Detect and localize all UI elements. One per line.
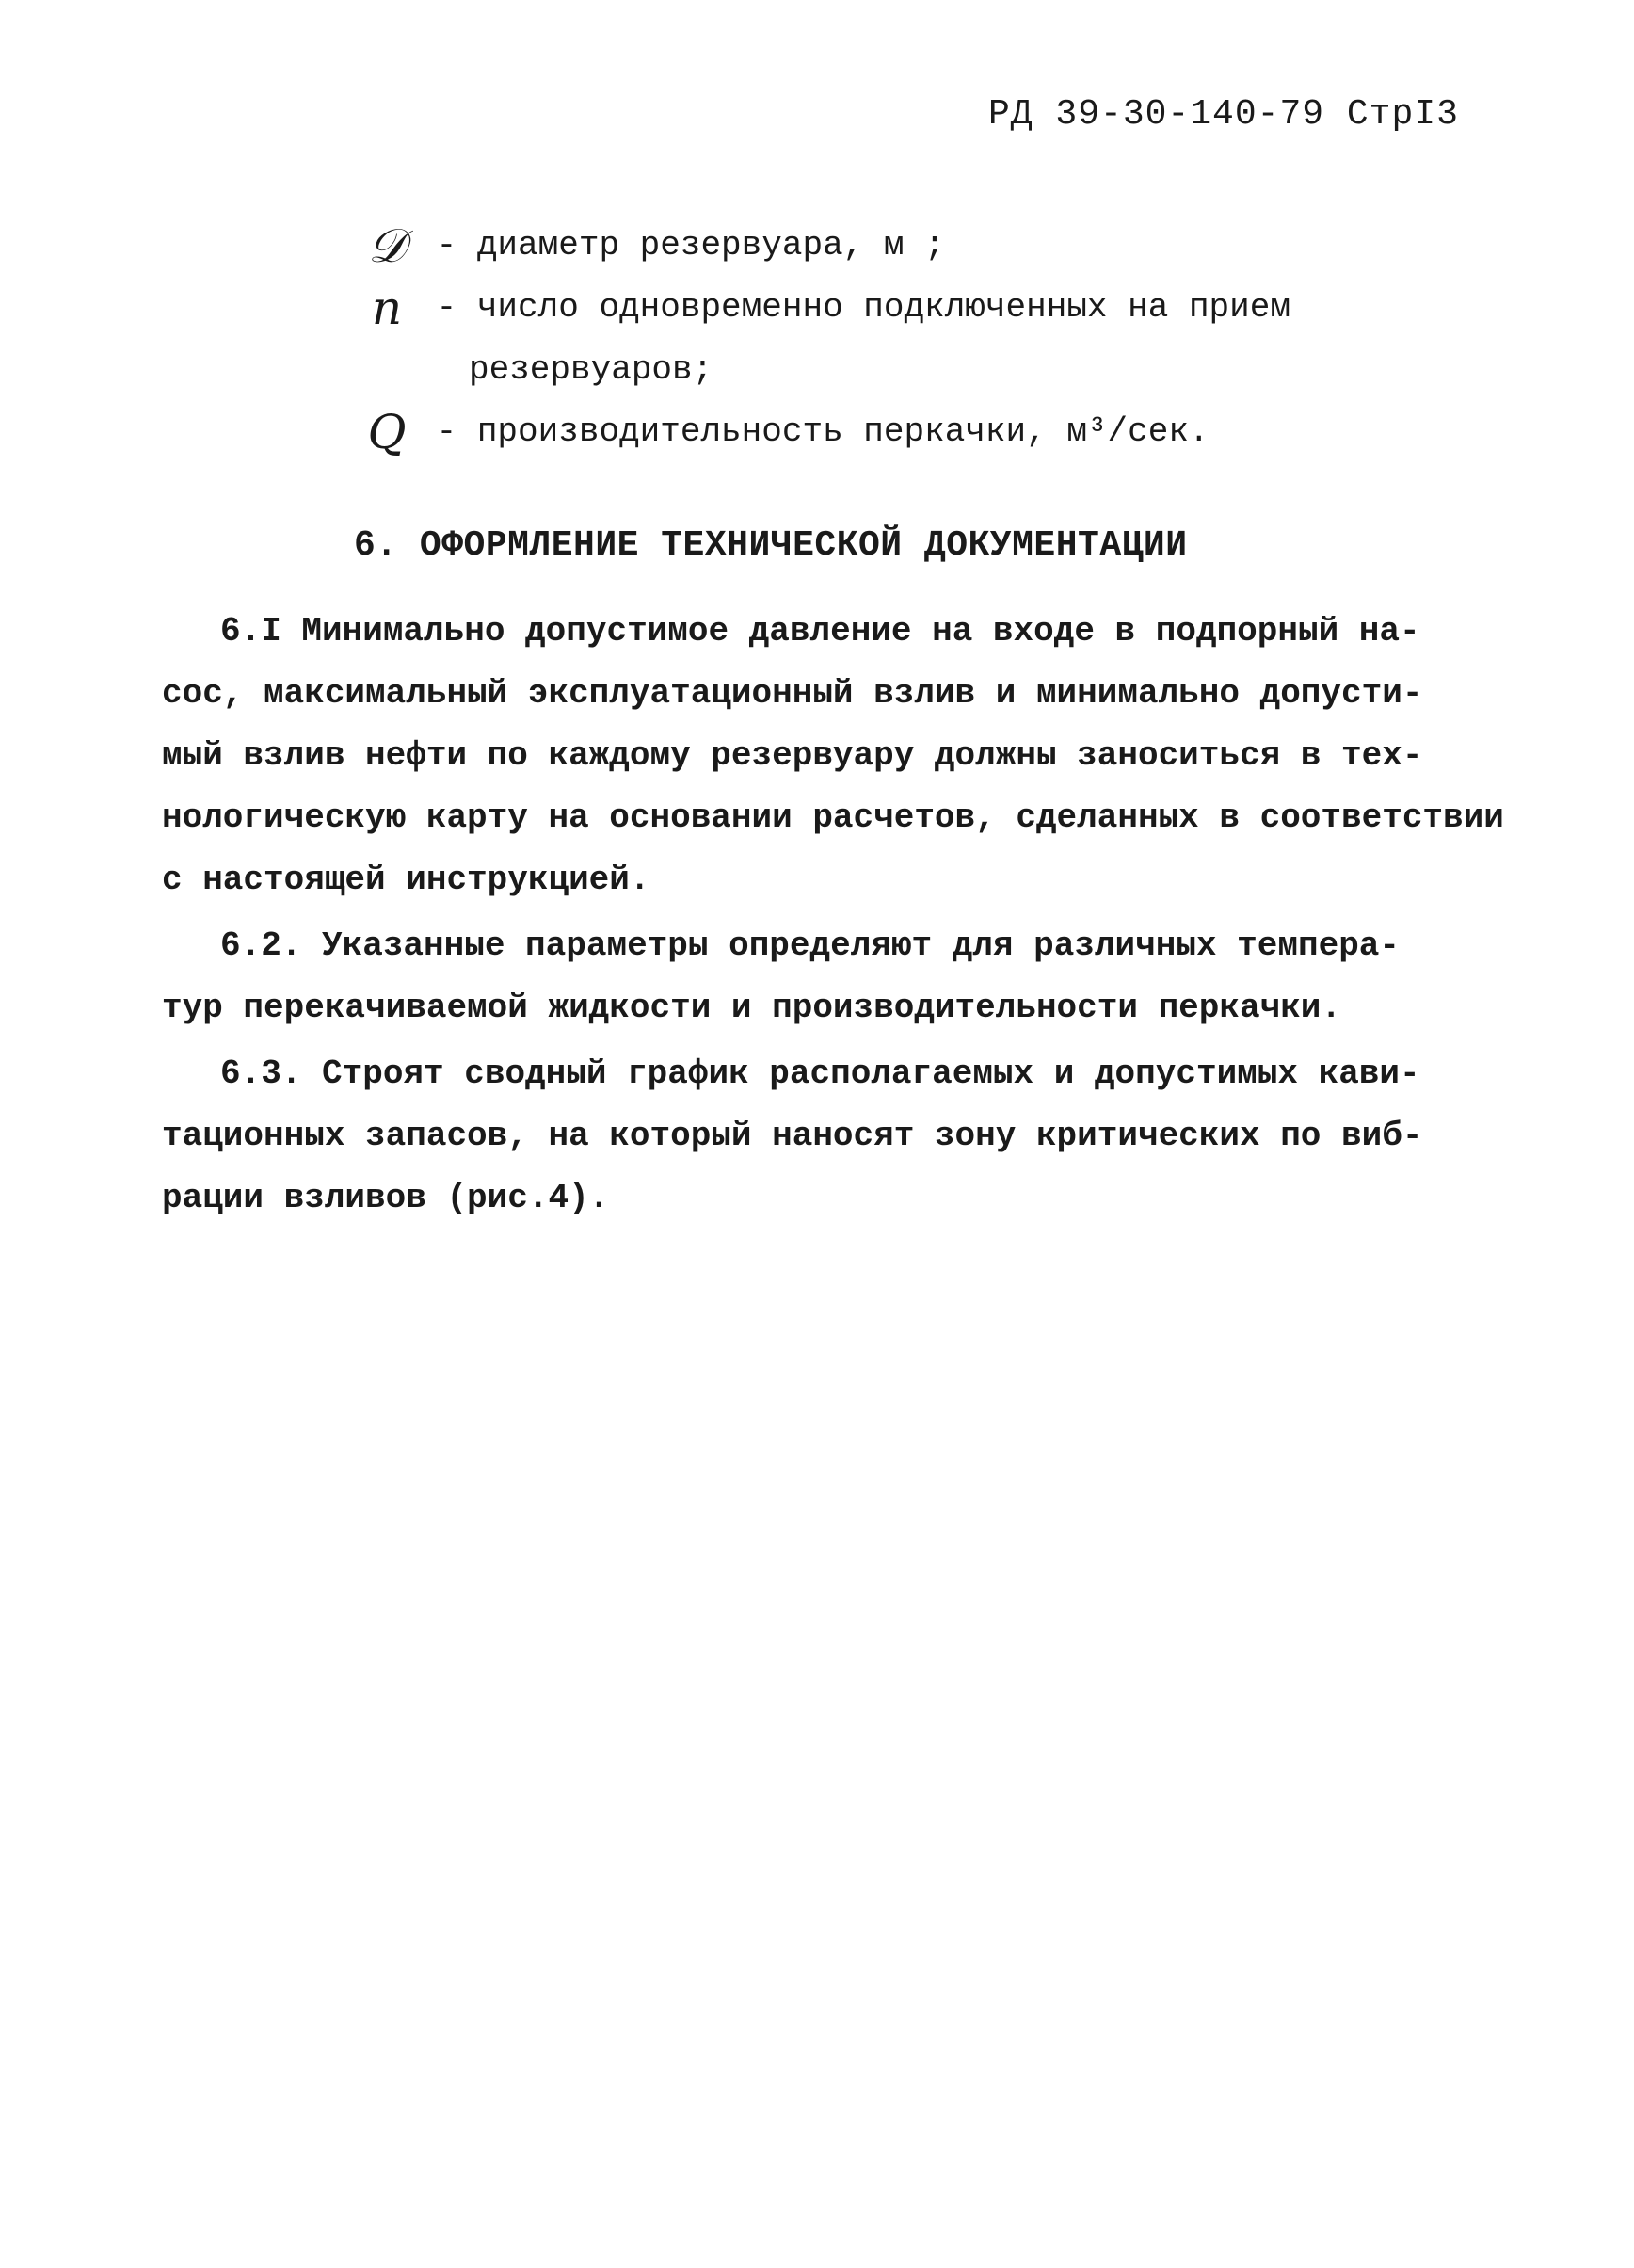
paragraph-line: 6.I Минимально допустимое давление на входе в подпорный на- — [220, 612, 1420, 651]
symbol-definitions-list — [358, 215, 1290, 463]
definition-symbol: n — [371, 281, 403, 335]
document-reference-header: РД 39-30-140-79 СтрI3 — [988, 94, 1459, 135]
paragraph-line: 6.2. Указанные параметры определяют для различных темпера- — [220, 926, 1401, 965]
paragraph-line: с настоящей инструкцией. — [162, 861, 650, 899]
paragraph-line: мый взлив нефти по каждому резервуару должны заноситься в тех- — [162, 736, 1423, 775]
definition-text: - диаметр резервуара, м ; — [436, 226, 945, 265]
paragraph-line: 6.3. Строят сводный график располагаемых и допустимых кави- — [220, 1054, 1420, 1093]
paragraph-6-3 — [162, 1043, 1442, 1230]
definition-item — [358, 215, 1290, 277]
paragraph-line: нологическую карту на основании расчетов, сделанных в соответствии — [162, 798, 1504, 837]
definition-continuation: резервуаров; — [469, 350, 713, 389]
definition-text: - производительность перкачки, м³/сек. — [436, 412, 1209, 451]
paragraph-6-1 — [162, 601, 1504, 911]
definition-symbol: 𝒟 — [368, 218, 406, 273]
paragraph-line: тур перекачиваемой жидкости и производительности перкачки. — [162, 989, 1342, 1027]
paragraph-line: сос, максимальный эксплуатационный взлив и минимально допусти- — [162, 674, 1423, 713]
definition-item — [358, 401, 1290, 463]
section-body — [162, 601, 1504, 1233]
definition-text: - число одновременно подключенных на прием — [436, 288, 1290, 327]
definition-item — [358, 277, 1290, 339]
section-heading: 6. ОФОРМЛЕНИЕ ТЕХНИЧЕСКОЙ ДОКУМЕНТАЦИИ — [354, 525, 1188, 566]
paragraph-line: тационных запасов, на который наносят зону критических по виб- — [162, 1117, 1423, 1155]
paragraph-line: рации взливов (рис.4). — [162, 1179, 610, 1217]
definition-symbol: Q — [367, 405, 407, 459]
paragraph-6-2 — [162, 915, 1442, 1039]
